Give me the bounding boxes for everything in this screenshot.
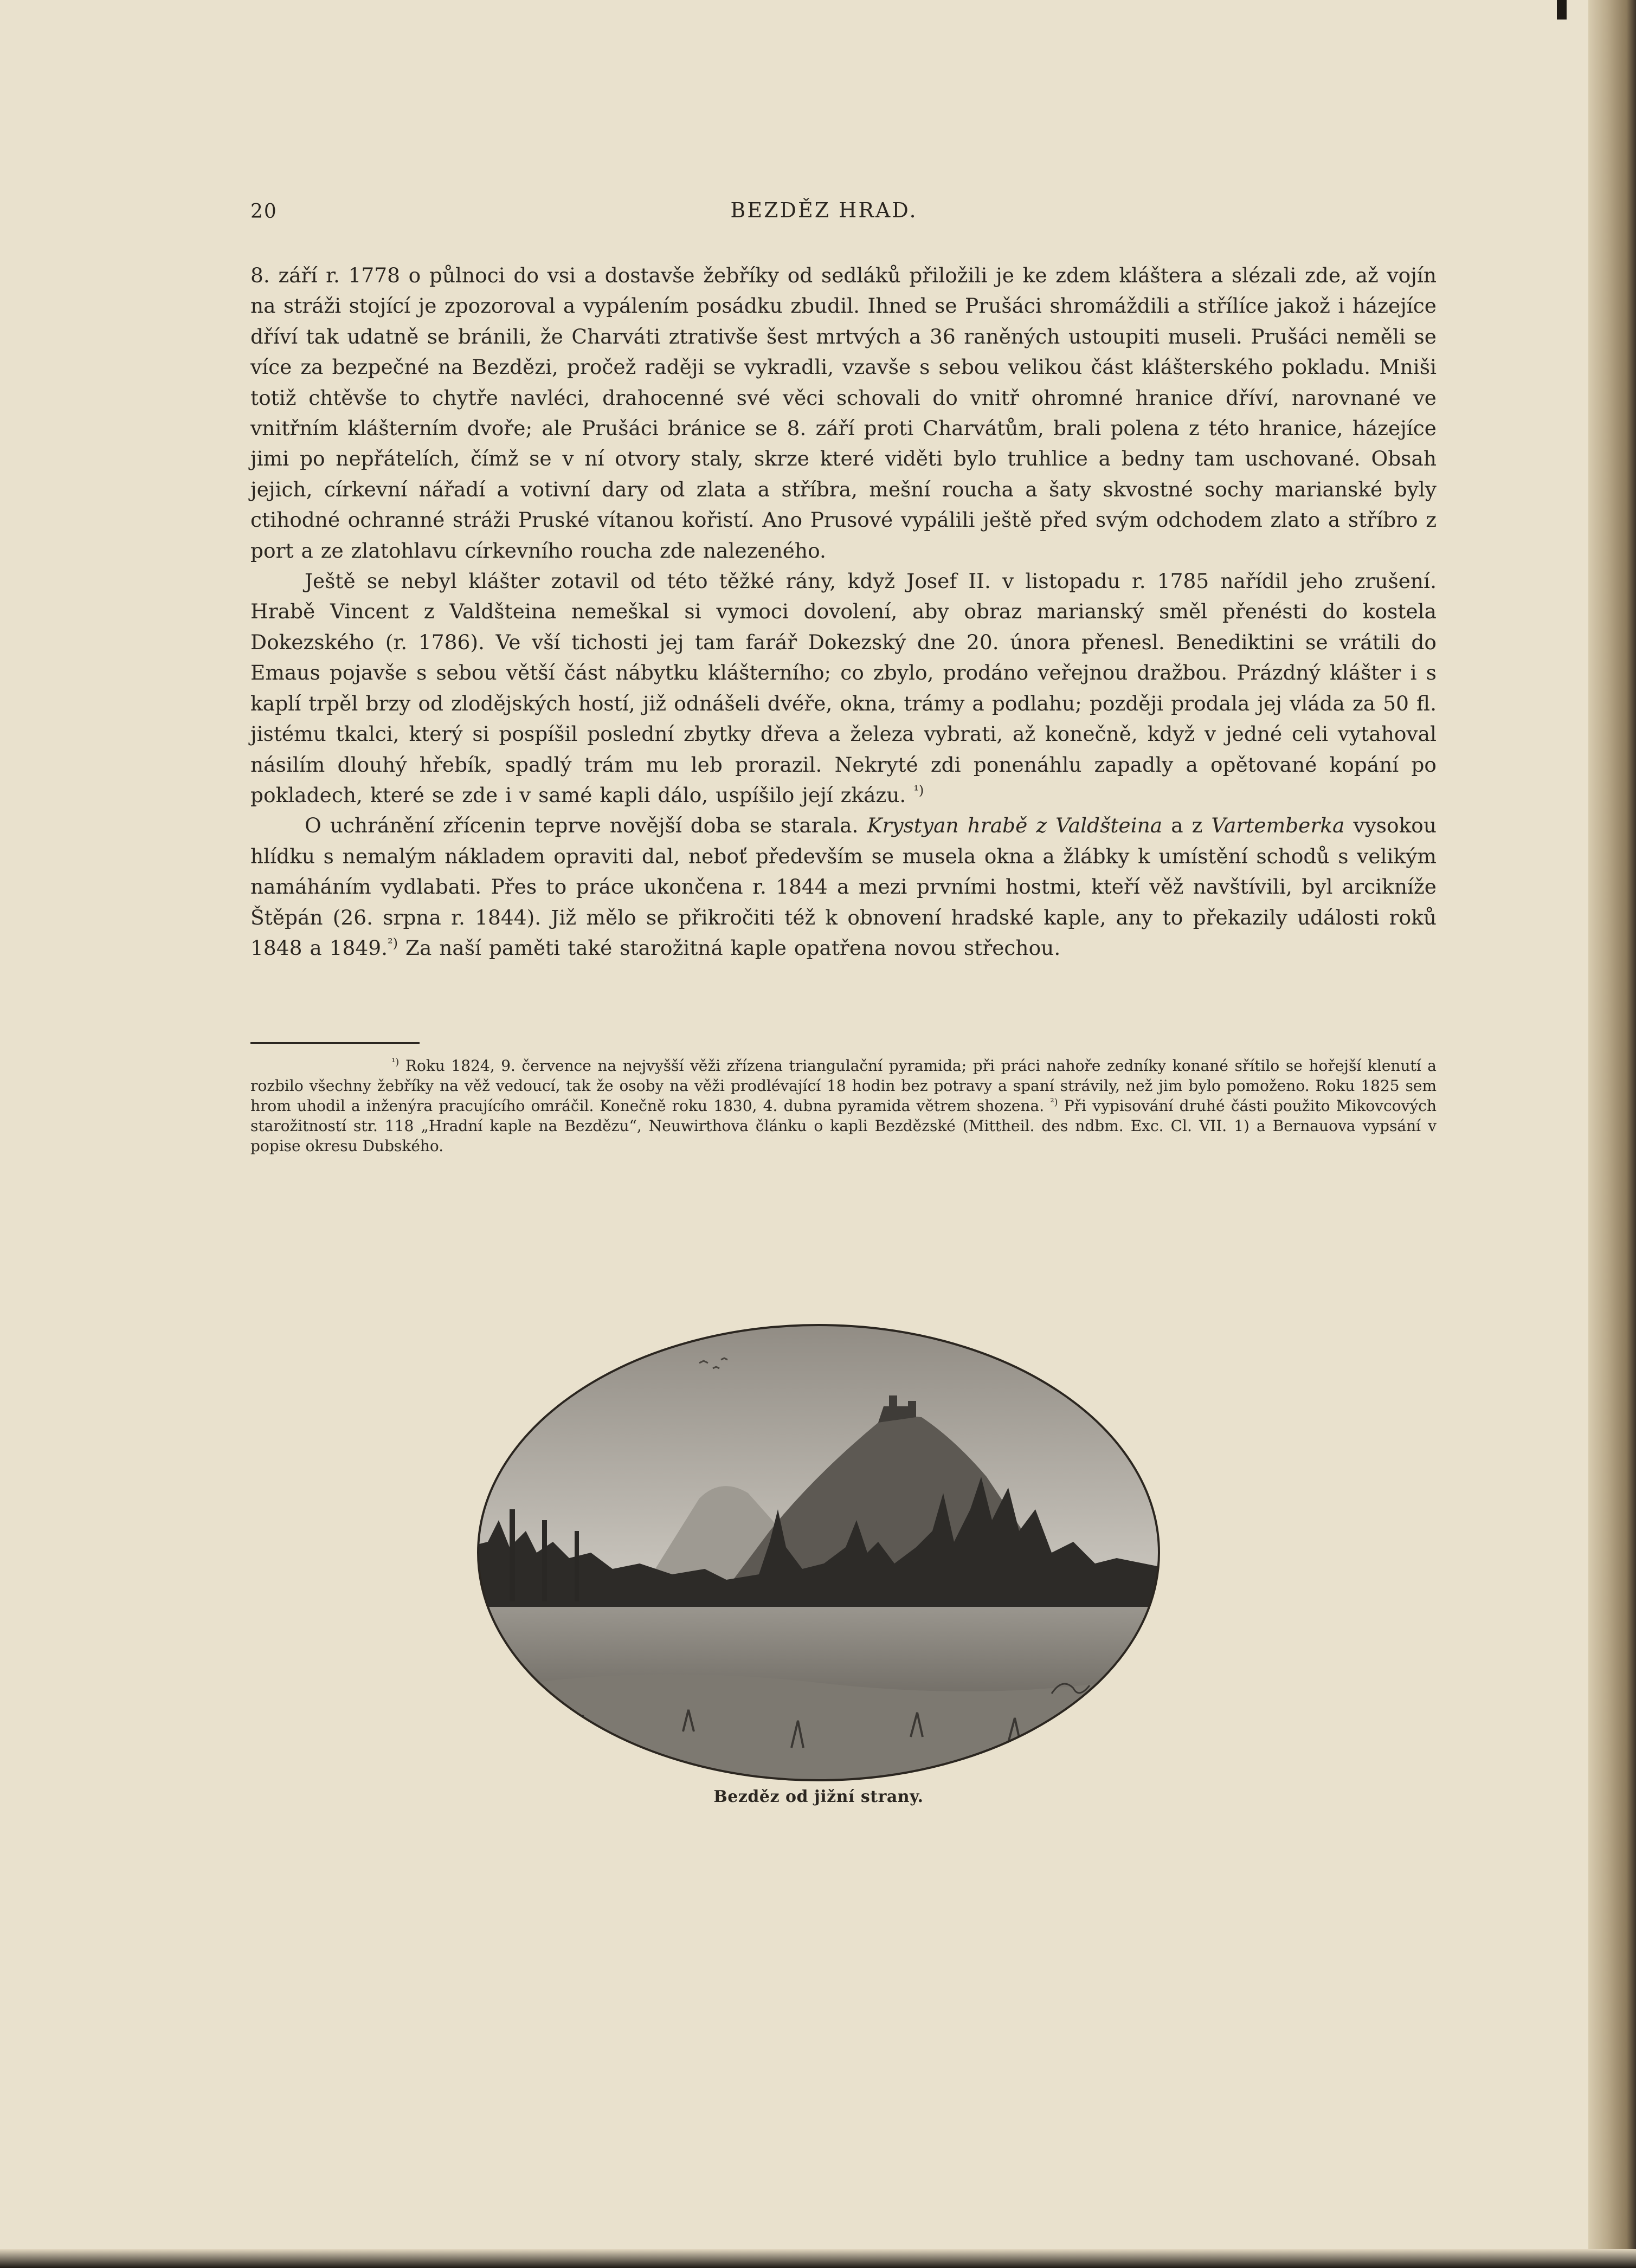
footnotes	[250, 1056, 1437, 1156]
paragraph-1: 8. září r. 1778 o půlnoci do vsi a dostavše žebříky od sedláků přiložili je ke zdem kláštera a slézali zde, až vojín na stráži stojící je zpozoroval a vypálením posádku zbudil. Ihned se Prušáci shromáždili a střílíce jakož i házejíce dříví tak udatně se bránili, že Charváti ztrativše šest mrtvých a 36 raněných ustoupiti museli. Prušáci neměli se více za bezpečné na Bezdězi, pročež raději se vykradli, vzavše s sebou velikou část klášterského pokladu. Mniši totiž chtěvše to chytře navléci, drahocenné své věci schovali do vnitř ohromné hranice dříví, narovnané ve vnitřním klášterním dvoře; ale Prušáci bránice se 8. září proti Charvátům, brali polena z této hranice, házejíce jimi po nepřátelích, čímž se v ní otvory staly, skrze které viděti bylo truhlice a bedny tam uschované. Obsah jejich, církevní nářadí a votivní dary od zlata a stříbra, mešní roucha a šaty skvostné sochy marianské byly ctihodné ochranné stráži Pruské vítanou kořistí. Ano Prusové vypálili ještě před svým odchodem zlato a stříbro z port a ze zlatohlavu církevního roucha zde nalezeného.	[250, 263, 1437, 563]
z-word: z	[1036, 813, 1047, 838]
name-krystyan: Krystyan hrabě	[867, 813, 1028, 838]
name-valdsteina: Valdšteina	[1055, 813, 1163, 838]
footnote-ref-2: ²)	[388, 935, 398, 951]
footnote-mark-1: ¹)	[391, 1056, 400, 1068]
footnote-1: Roku 1824, 9. července na nejvyšší věži zřízena triangulační pyramida; při práci nahoře zedníky konané sřítilo se hořejší klenutí a rozbilo všechny žebříky na věž vedoucí, tak že osoby na věži prodlévající 18 hodin bez potravy a spaní strávily, než jim bylo pomoženo. Roku 1825 sem hrom uhodil a inženýra pracujícího omráčil. Konečně roku 1830, 4. dubna pyramida větrem shozena.	[250, 1057, 1437, 1115]
paragraph-3	[250, 810, 1437, 963]
bezdez-landscape-illustration	[466, 1314, 1171, 1802]
footnote-ref-1: ¹)	[913, 783, 924, 798]
footnote-mark-2: ²)	[1050, 1096, 1058, 1108]
page-edge-shadow	[1588, 0, 1636, 2268]
name-vartemberka: Vartemberka	[1211, 813, 1345, 838]
paragraph-2-text: Ještě se nebyl klášter zotavil od této těžké rány, když Josef II. v listopadu r. 1785 nařídil jeho zrušení. Hrabě Vincent z Valdšteina nemeškal si vymoci dovolení, aby obraz marianský směl přenésti do kostela Dokezského (r. 1786). Ve vší tichosti jej tam farář Dokezský dne 20. února přenesl. Benediktini se vrátili do Emaus pojavše s sebou větší část nábytku klášterního; co zbylo, prodáno veřejnou dražbou. Prázdný klášter i s kaplí trpěl brzy od zlodějských hostí, již odnášeli dvéře, okna, trámy a podlahu; později prodala jej vláda za 50 fl. jistému tkalci, který si pospíšil poslední zbytky dřeva a železa vybrati, až konečně, když v jedné celi vytahoval násilím dlouhý hřebík, spadlý trám mu leb prorazil. Nekryté zdi ponenáhlu zapadly a opětované kopání po pokladech, které se zde i v samé kapli dálo, uspíšilo její zkázu.	[250, 569, 1437, 807]
page-number: 20	[250, 201, 278, 223]
a-z-words: a z	[1171, 813, 1203, 838]
body-text	[250, 260, 1437, 963]
running-title: BEZDĚZ HRAD.	[730, 198, 918, 222]
paragraph-2	[250, 566, 1437, 810]
corner-mark	[1557, 0, 1567, 20]
illustration-scene	[466, 1314, 1171, 1802]
page-bottom-edge	[0, 2249, 1636, 2268]
figure-caption: Bezděz od jižní strany.	[713, 1787, 924, 1806]
footnote-2: Při vypisování druhé části použito Mikovcových starožitností str. 118 „Hradní kaple na Bezdězu“, Neuwirthova článku o kapli Bezdězské (Mittheil. des ndbm. Exc. Cl. VII. 1) a Bernauova vypsání v popise okresu Dubského.	[250, 1097, 1437, 1155]
paragraph-3-middle: vysokou hlídku s nemalým nákladem opraviti dal, neboť především se musela okna a žlábky k umístění schodů s velikým namáháním vydlabati. Přes to práce ukončena r. 1844 a mezi prvními hostmi, kteří věž navštívili, byl arcikníže Štěpán (26. srpna r. 1844). Již mělo se přikročiti též k obnovení hradské kaple, any to překazily události roků 1848 a 1849.	[250, 813, 1437, 960]
footnote-rule	[250, 1042, 420, 1044]
paragraph-3-lead: O uchránění zřícenin teprve novější doba se starala.	[305, 813, 859, 838]
paragraph-3-end: Za naší paměti také starožitná kaple opatřena novou střechou.	[405, 935, 1061, 960]
